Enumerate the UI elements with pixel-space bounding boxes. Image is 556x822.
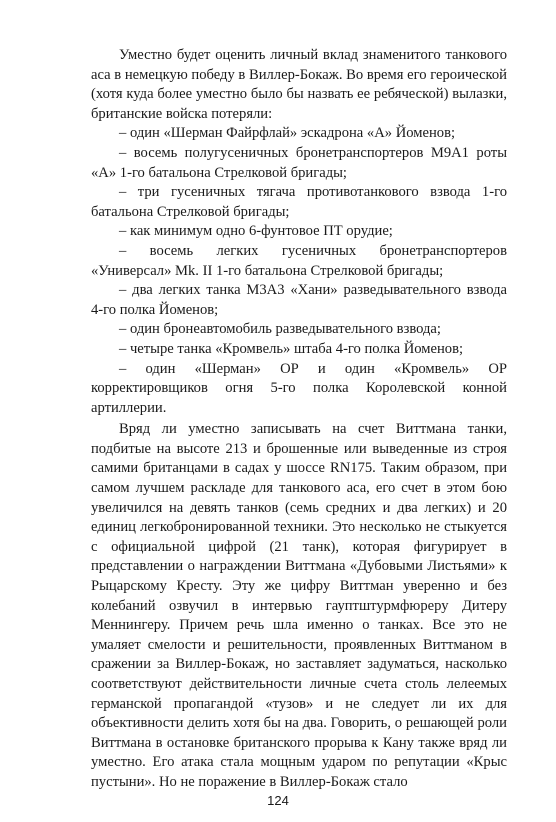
- losses-list: [91, 124, 507, 418]
- list-item: – два легких танка М3А3 «Хани» разведывательного взвода 4-го полка Йоменов;: [91, 282, 507, 318]
- list-item: – четыре танка «Кромвель» штаба 4-го полка Йоменов;: [119, 340, 464, 357]
- list-item: – восемь полугусеничных бронетранспортеров М9А1 роты «А» 1-го батальона Стрелковой бригады;: [91, 144, 507, 181]
- list-item: – три гусеничных тягача противотанкового взвода 1-го батальона Стрелковой бригады;: [91, 184, 507, 220]
- paragraph-analysis: Вряд ли уместно записывать на счет Виттмана танки, подбитые на высоте 213 и брошенные или выведенные из строя самими британцами в садах у шоссе RN175. Таким образом, при самом лучшем раскладе для танкового аса, его счет в этом бою увеличился на девять танков (семь средних и два легких) и 20 единиц легкобронированной техники. Это несколько не стыкуется с официальной цифрой (21 танк), которая фигурирует в представлении о награждении Виттмана «Дубовыми Листьями» к Рыцарскому Кресту. Эту же цифру Виттман уверенно и без колебаний озвучил в интервью гауптштурмфюреру Дитеру Меннингеру. Причем речь шла именно о танках. Все это не умаляет смелости и решительности, проявленных Виттманом в сражении за Виллер-Бокаж, но заставляет задуматься, насколько соответствуют действительности личные счета столь лелеемых германской пропагандой «тузов» и не следует ли их для объективности делить хотя бы на два. Говорить, о решающей роли Виттмана в остановке британского прорыва к Кану также вряд ли уместно. Его атака стала мощным ударом по репутации «Крыс пустыни». Но не поражение в Виллер-Бокаж стало: [91, 421, 507, 790]
- page-text: [91, 46, 507, 793]
- list-item: – один «Шерман» ОР и один «Кромвель» ОР корректировщиков огня 5-го полка Королевской конной артиллерии.: [91, 360, 507, 416]
- list-item: – как минимум одно 6-фунтовое ПТ орудие;: [119, 223, 393, 240]
- list-item: – один «Шерман Файрфлай» эскадрона «А» Йоменов;: [119, 125, 456, 142]
- page-number: 124: [267, 793, 289, 808]
- paragraph-intro: Уместно будет оценить личный вклад знаменитого танкового аса в немецкую победу в Виллер-Бокаж. Во время его героической (хотя куда более уместно было бы назвать ее ребяческой) вылазки, британские войска потеряли:: [91, 47, 507, 122]
- list-item: – один бронеавтомобиль разведывательного взвода;: [119, 321, 441, 338]
- list-item: – восемь легких гусеничных бронетранспортеров «Универсал» Mk. II 1-го батальона Стрелковой бригады;: [91, 242, 507, 279]
